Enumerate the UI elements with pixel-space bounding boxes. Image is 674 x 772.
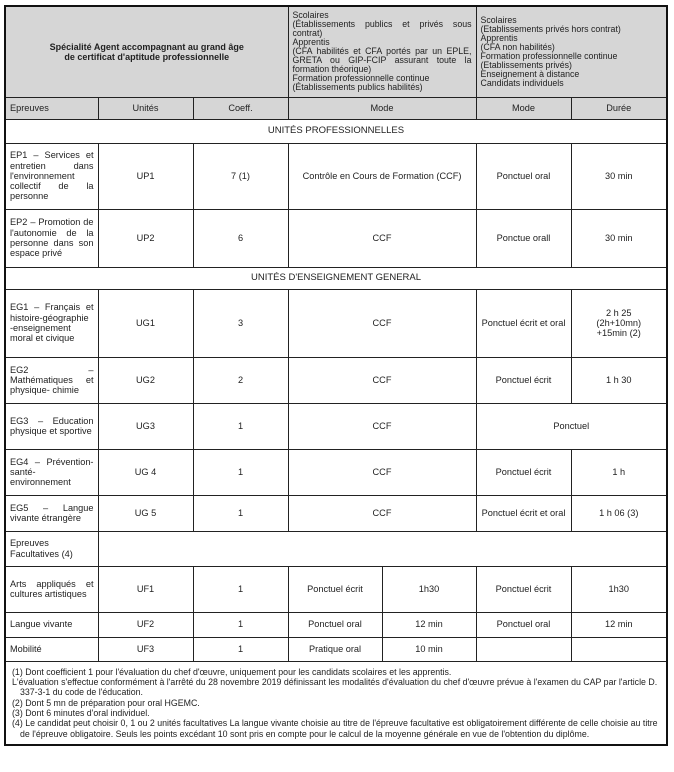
mode2-cell — [476, 637, 571, 661]
table-row — [5, 449, 667, 495]
column-header-row — [5, 97, 667, 119]
mode1-duree-cell: 1h30 — [382, 566, 476, 612]
unite-cell: UF2 — [98, 612, 193, 637]
mode2-cell: Ponctuel oral — [476, 143, 571, 209]
unite-cell: UG 4 — [98, 449, 193, 495]
coeff-cell: 6 — [193, 209, 288, 267]
group2-line: Scolaires — [480, 14, 517, 25]
table-row — [5, 289, 667, 357]
coeff-cell: 1 — [193, 637, 288, 661]
group2-line: Enseignement à distance — [480, 68, 580, 79]
duree-cell: 30 min — [571, 143, 667, 209]
coeff-cell: 3 — [193, 289, 288, 357]
mode1-cell: CCF — [288, 289, 476, 357]
section-optional-empty — [98, 531, 667, 566]
mode1-cell: CCF — [288, 209, 476, 267]
mode1-cell: Ponctuel oral — [288, 612, 382, 637]
col-header-epreuves: Epreuves — [5, 97, 98, 119]
section-optional: Epreuves Facultatives (4) — [5, 531, 98, 566]
candidate-group-1 — [288, 6, 476, 97]
specialty-title-line1: Spécialité Agent accompagnant au grand âge — [49, 41, 244, 52]
epreuve-cell: EG2 – Mathématiques et physique- chimie — [5, 357, 98, 403]
mode2-cell: Ponctuel oral — [476, 612, 571, 637]
duree-cell: 1 h 30 — [571, 357, 667, 403]
footnotes — [5, 661, 667, 745]
mode2-cell: Ponctuel écrit — [476, 449, 571, 495]
unite-cell: UG2 — [98, 357, 193, 403]
unite-cell: UF3 — [98, 637, 193, 661]
col-header-duree: Durée — [571, 97, 667, 119]
coeff-cell: 1 — [193, 403, 288, 449]
duree-line: 2 h 25 — [605, 307, 632, 318]
unite-cell: UP1 — [98, 143, 193, 209]
epreuve-cell: EG3 – Education physique et sportive — [5, 403, 98, 449]
epreuve-cell: Arts appliqués et cultures artistiques — [5, 566, 98, 612]
unite-cell: UP2 — [98, 209, 193, 267]
mode2-cell: Ponctuel — [476, 403, 667, 449]
col-header-unites: Unités — [98, 97, 193, 119]
exam-table — [4, 5, 668, 746]
footnote: (1) Dont coefficient 1 pour l'évaluation du chef d'œuvre, uniquement pour les candidats scolaires et les apprentis. — [12, 666, 452, 677]
mode1-cell: Pratique oral — [288, 637, 382, 661]
coeff-cell: 1 — [193, 449, 288, 495]
mode1-cell: Ponctuel écrit — [288, 566, 382, 612]
duree-line: (2h+10mn) — [596, 317, 642, 328]
mode1-cell: CCF — [288, 403, 476, 449]
table-row — [5, 357, 667, 403]
specialty-title — [5, 6, 288, 97]
section-row — [5, 267, 667, 289]
mode1-cell: CCF — [288, 357, 476, 403]
table-row — [5, 612, 667, 637]
mode1-cell: CCF — [288, 449, 476, 495]
group1-line: (Établissements publics habilités) — [292, 82, 423, 93]
col-header-coeff: Coeff. — [193, 97, 288, 119]
epreuve-cell: EP2 – Promotion de l'autonomie de la personne dans son espace privé — [5, 209, 98, 267]
group2-line: (Etablissements privés) — [480, 59, 572, 70]
group1-line: Formation professionnelle continue — [292, 73, 430, 84]
section-row — [5, 119, 667, 143]
section-professional: UNITÉS PROFESSIONNELLES — [5, 119, 667, 143]
group1-line: (CFA habilités et CFA portés par un EPLE, GRETA ou GIP-FCIP assurant toute la formation théorique) — [292, 46, 472, 75]
coeff-cell: 1 — [193, 566, 288, 612]
table-row — [5, 637, 667, 661]
duree-cell — [571, 637, 667, 661]
col-header-mode-1: Mode — [288, 97, 476, 119]
epreuve-cell: Langue vivante — [5, 612, 98, 637]
exam-regulation-document — [4, 5, 666, 746]
group2-line: (CFA non habilités) — [480, 41, 555, 52]
epreuve-cell: EG4 – Prévention-santé-environnement — [5, 449, 98, 495]
section-general: UNITÉS D'ENSEIGNEMENT GENERAL — [5, 267, 667, 289]
group2-line: Formation professionnelle continue — [480, 50, 618, 61]
col-header-mode-2: Mode — [476, 97, 571, 119]
duree-line: +15min (2) — [596, 328, 641, 339]
table-row — [5, 143, 667, 209]
footnote: (3) Dont 6 minutes d'oral individuel. — [12, 708, 150, 718]
duree-cell — [571, 289, 667, 357]
notes-row — [5, 661, 667, 745]
table-row — [5, 209, 667, 267]
mode2-cell: Ponctuel écrit — [476, 357, 571, 403]
table-row — [5, 403, 667, 449]
duree-cell: 1 h — [571, 449, 667, 495]
duree-cell: 1 h 06 (3) — [571, 495, 667, 531]
mode2-cell: Ponctue orall — [476, 209, 571, 267]
group2-line: Candidats individuels — [480, 77, 564, 88]
mode2-cell: Ponctuel écrit et oral — [476, 289, 571, 357]
mode1-duree-cell: 12 min — [382, 612, 476, 637]
epreuve-cell: EG5 – Langue vivante étrangère — [5, 495, 98, 531]
group1-line: Scolaires — [292, 10, 329, 21]
duree-cell: 30 min — [571, 209, 667, 267]
coeff-cell: 1 — [193, 612, 288, 637]
mode2-cell: Ponctuel écrit et oral — [476, 495, 571, 531]
coeff-cell: 7 (1) — [193, 143, 288, 209]
unite-cell: UG1 — [98, 289, 193, 357]
header-row — [5, 6, 667, 97]
duree-cell: 12 min — [571, 612, 667, 637]
epreuve-cell: Mobilité — [5, 637, 98, 661]
table-row — [5, 495, 667, 531]
unite-cell: UG 5 — [98, 495, 193, 531]
coeff-cell: 1 — [193, 495, 288, 531]
mode1-cell: Contrôle en Cours de Formation (CCF) — [288, 143, 476, 209]
candidate-group-2 — [476, 6, 667, 97]
mode1-cell: CCF — [288, 495, 476, 531]
section-row — [5, 531, 667, 566]
epreuve-cell: EP1 – Services et entretien dans l'environnement collectif de la personne — [5, 143, 98, 209]
mode1-duree-cell: 10 min — [382, 637, 476, 661]
duree-cell: 1h30 — [571, 566, 667, 612]
epreuve-cell: EG1 – Français et histoire-géographie -enseignement moral et civique — [5, 289, 98, 357]
group2-line: Apprentis — [480, 32, 518, 43]
unite-cell: UG3 — [98, 403, 193, 449]
group1-line: (Établissements publics et privés sous contrat) — [292, 19, 472, 39]
coeff-cell: 2 — [193, 357, 288, 403]
group2-line: (Etablissements privés hors contrat) — [480, 23, 621, 34]
footnote: (4) Le candidat peut choisir 0, 1 ou 2 unités facultatives La langue vivante choisie au titre de l'épreuve facultative est obligatoirement différente de celle choisie au titre de l'épreuve obligatoire. Seuls les points excédant 10 sont pris en compte pour le calcul de la moyenne générale en vue de l'obtention du diplôme. — [12, 718, 658, 739]
unite-cell: UF1 — [98, 566, 193, 612]
footnote: L'évaluation s'effectue conformément à l'arrêté du 28 novembre 2019 définissant les modalités d'évaluation du chef d'œuvre prévue à l'examen du CAP par l'article D. 337-3-1 du code de l'éducation. — [12, 676, 658, 698]
table-row — [5, 566, 667, 612]
specialty-title-line2: de certificat d'aptitude professionnelle — [64, 51, 230, 62]
group1-line: Apprentis — [292, 37, 330, 48]
mode2-cell: Ponctuel écrit — [476, 566, 571, 612]
footnote: (2) Dont 5 mn de préparation pour oral HGEMC. — [12, 697, 200, 708]
